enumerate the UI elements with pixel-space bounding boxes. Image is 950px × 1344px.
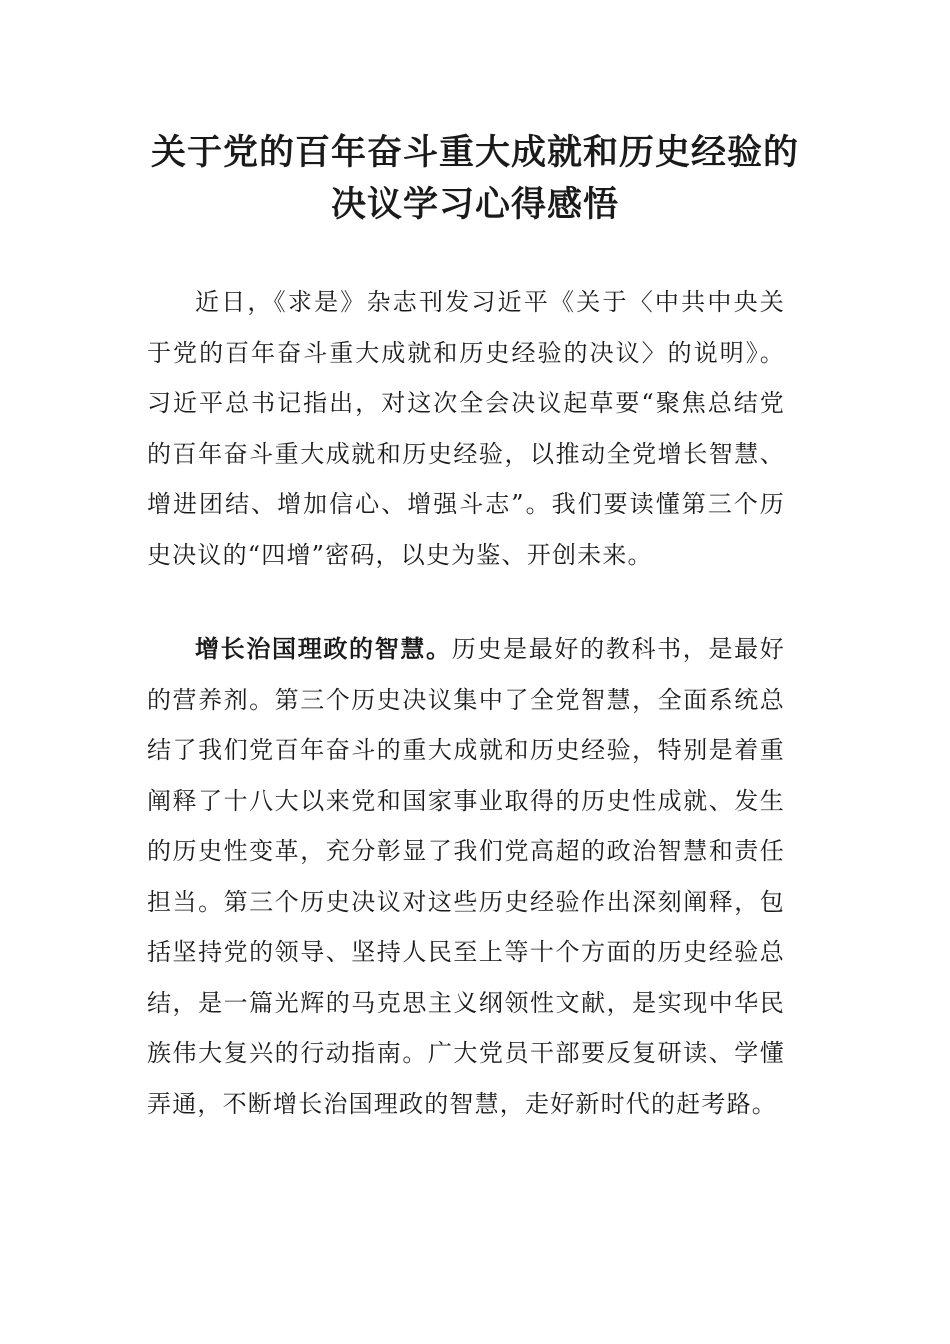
paragraph-lead-heading: 增长治国理政的智慧。 [195,634,452,663]
document-title-line-2: 决议学习心得感悟 [330,184,619,225]
paragraph-text: 近日，《求是》杂志刊发习近平《关于〈中共中央关于党的百年奋斗重大成就和历史经验的决议〉的说明》。习近平总书记指出，对这次全会决议起草要“聚焦总结党的百年奋斗重大成就和历史经验，以推动全党增长智慧、增进团结、增加信心、增强斗志”。我们要读懂第三个历史决议的“四增”密码，以史为鉴、开创未来。 [147,288,785,569]
body-paragraph-wisdom [147,624,785,1129]
body-paragraph-intro [147,277,785,580]
paragraph-text: 历史是最好的教科书，是最好的营养剂。第三个历史决议集中了全党智慧，全面系统总结了我们党百年奋斗的重大成就和历史经验，特别是着重阐释了十八大以来党和国家事业取得的历史性成就、发生的历史性变革，充分彰显了我们党高超的政治智慧和责任担当。第三个历史决议对这些历史经验作出深刻阐释，包括坚持党的领导、坚持人民至上等十个方面的历史经验总结，是一篇光辉的马克思主义纲领性文献，是实现中华民族伟大复兴的行动指南。广大党员干部要反复研读、学懂弄通，不断增长治国理政的智慧，走好新时代的赶考路。 [147,635,786,1118]
document-title-line-1: 关于党的百年奋斗重大成就和历史经验的 [150,132,799,173]
